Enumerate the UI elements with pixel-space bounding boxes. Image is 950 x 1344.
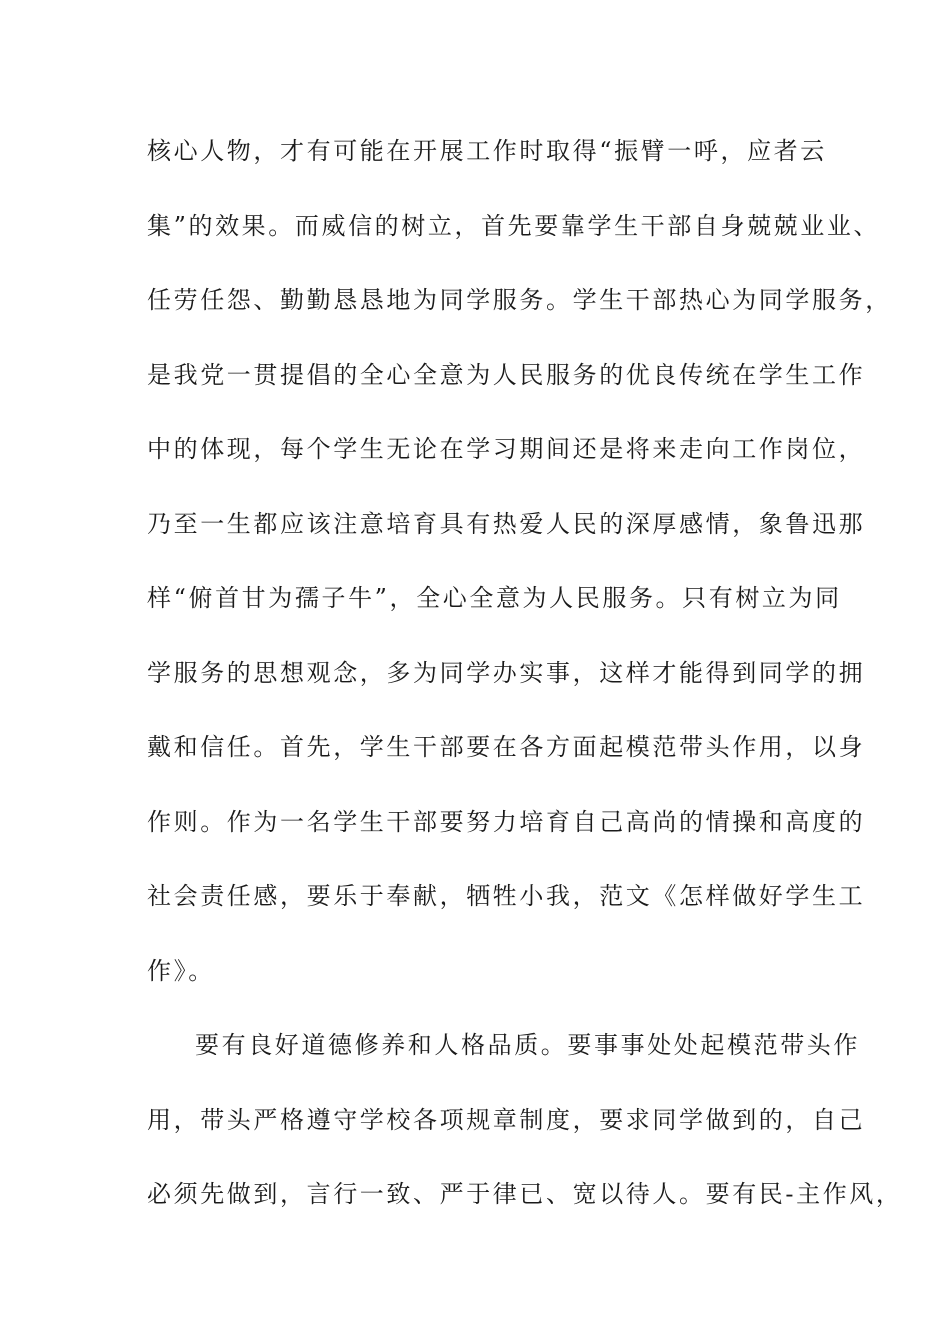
text-line: 核心人物，才有可能在开展工作时取得“振臂一呼，应者云: [147, 137, 827, 165]
text-line: 作则。作为一名学生干部要努力培育自己高尚的情操和高度的: [147, 807, 866, 836]
text-line: 任劳任怨、勤勤恳恳地为同学服务。学生干部热心为同学服务，: [147, 286, 892, 314]
text-line: 作》。: [147, 956, 215, 985]
text-line: 学服务的思想观念，多为同学办实事，这样才能得到同学的拥: [147, 658, 866, 687]
text-line: 中的体现，每个学生无论在学习期间还是将来走向工作岗位，: [147, 435, 866, 463]
text-line: 必须先做到，言行一致、严于律已、宽以待人。要有民-主作风，: [147, 1180, 903, 1208]
text-line: 样“俯首甘为孺子牛”，全心全意为人民服务。只有树立为同: [147, 584, 842, 612]
text-line: 戴和信任。首先，学生干部要在各方面起模范带头作用，以身: [147, 733, 866, 761]
text-line: 乃至一生都应该注意培育具有热爱人民的深厚感情，象鲁迅那: [147, 509, 866, 538]
text-line: 社会责任感，要乐于奉献，牺牲小我，范文《怎样做好学生工: [147, 882, 866, 910]
text-line: 用，带头严格遵守学校各项规章制度，要求同学做到的，自己: [147, 1105, 866, 1134]
paragraph-start-line: 要有良好道德修养和人格品质。要事事处处起模范带头作: [195, 1031, 860, 1059]
text-line: 是我党一贯提倡的全心全意为人民服务的优良传统在学生工作: [147, 360, 866, 389]
text-line: 集”的效果。而威信的树立，首先要靠学生干部自身兢兢业业、: [147, 211, 881, 240]
body-text: [147, 126, 903, 1244]
